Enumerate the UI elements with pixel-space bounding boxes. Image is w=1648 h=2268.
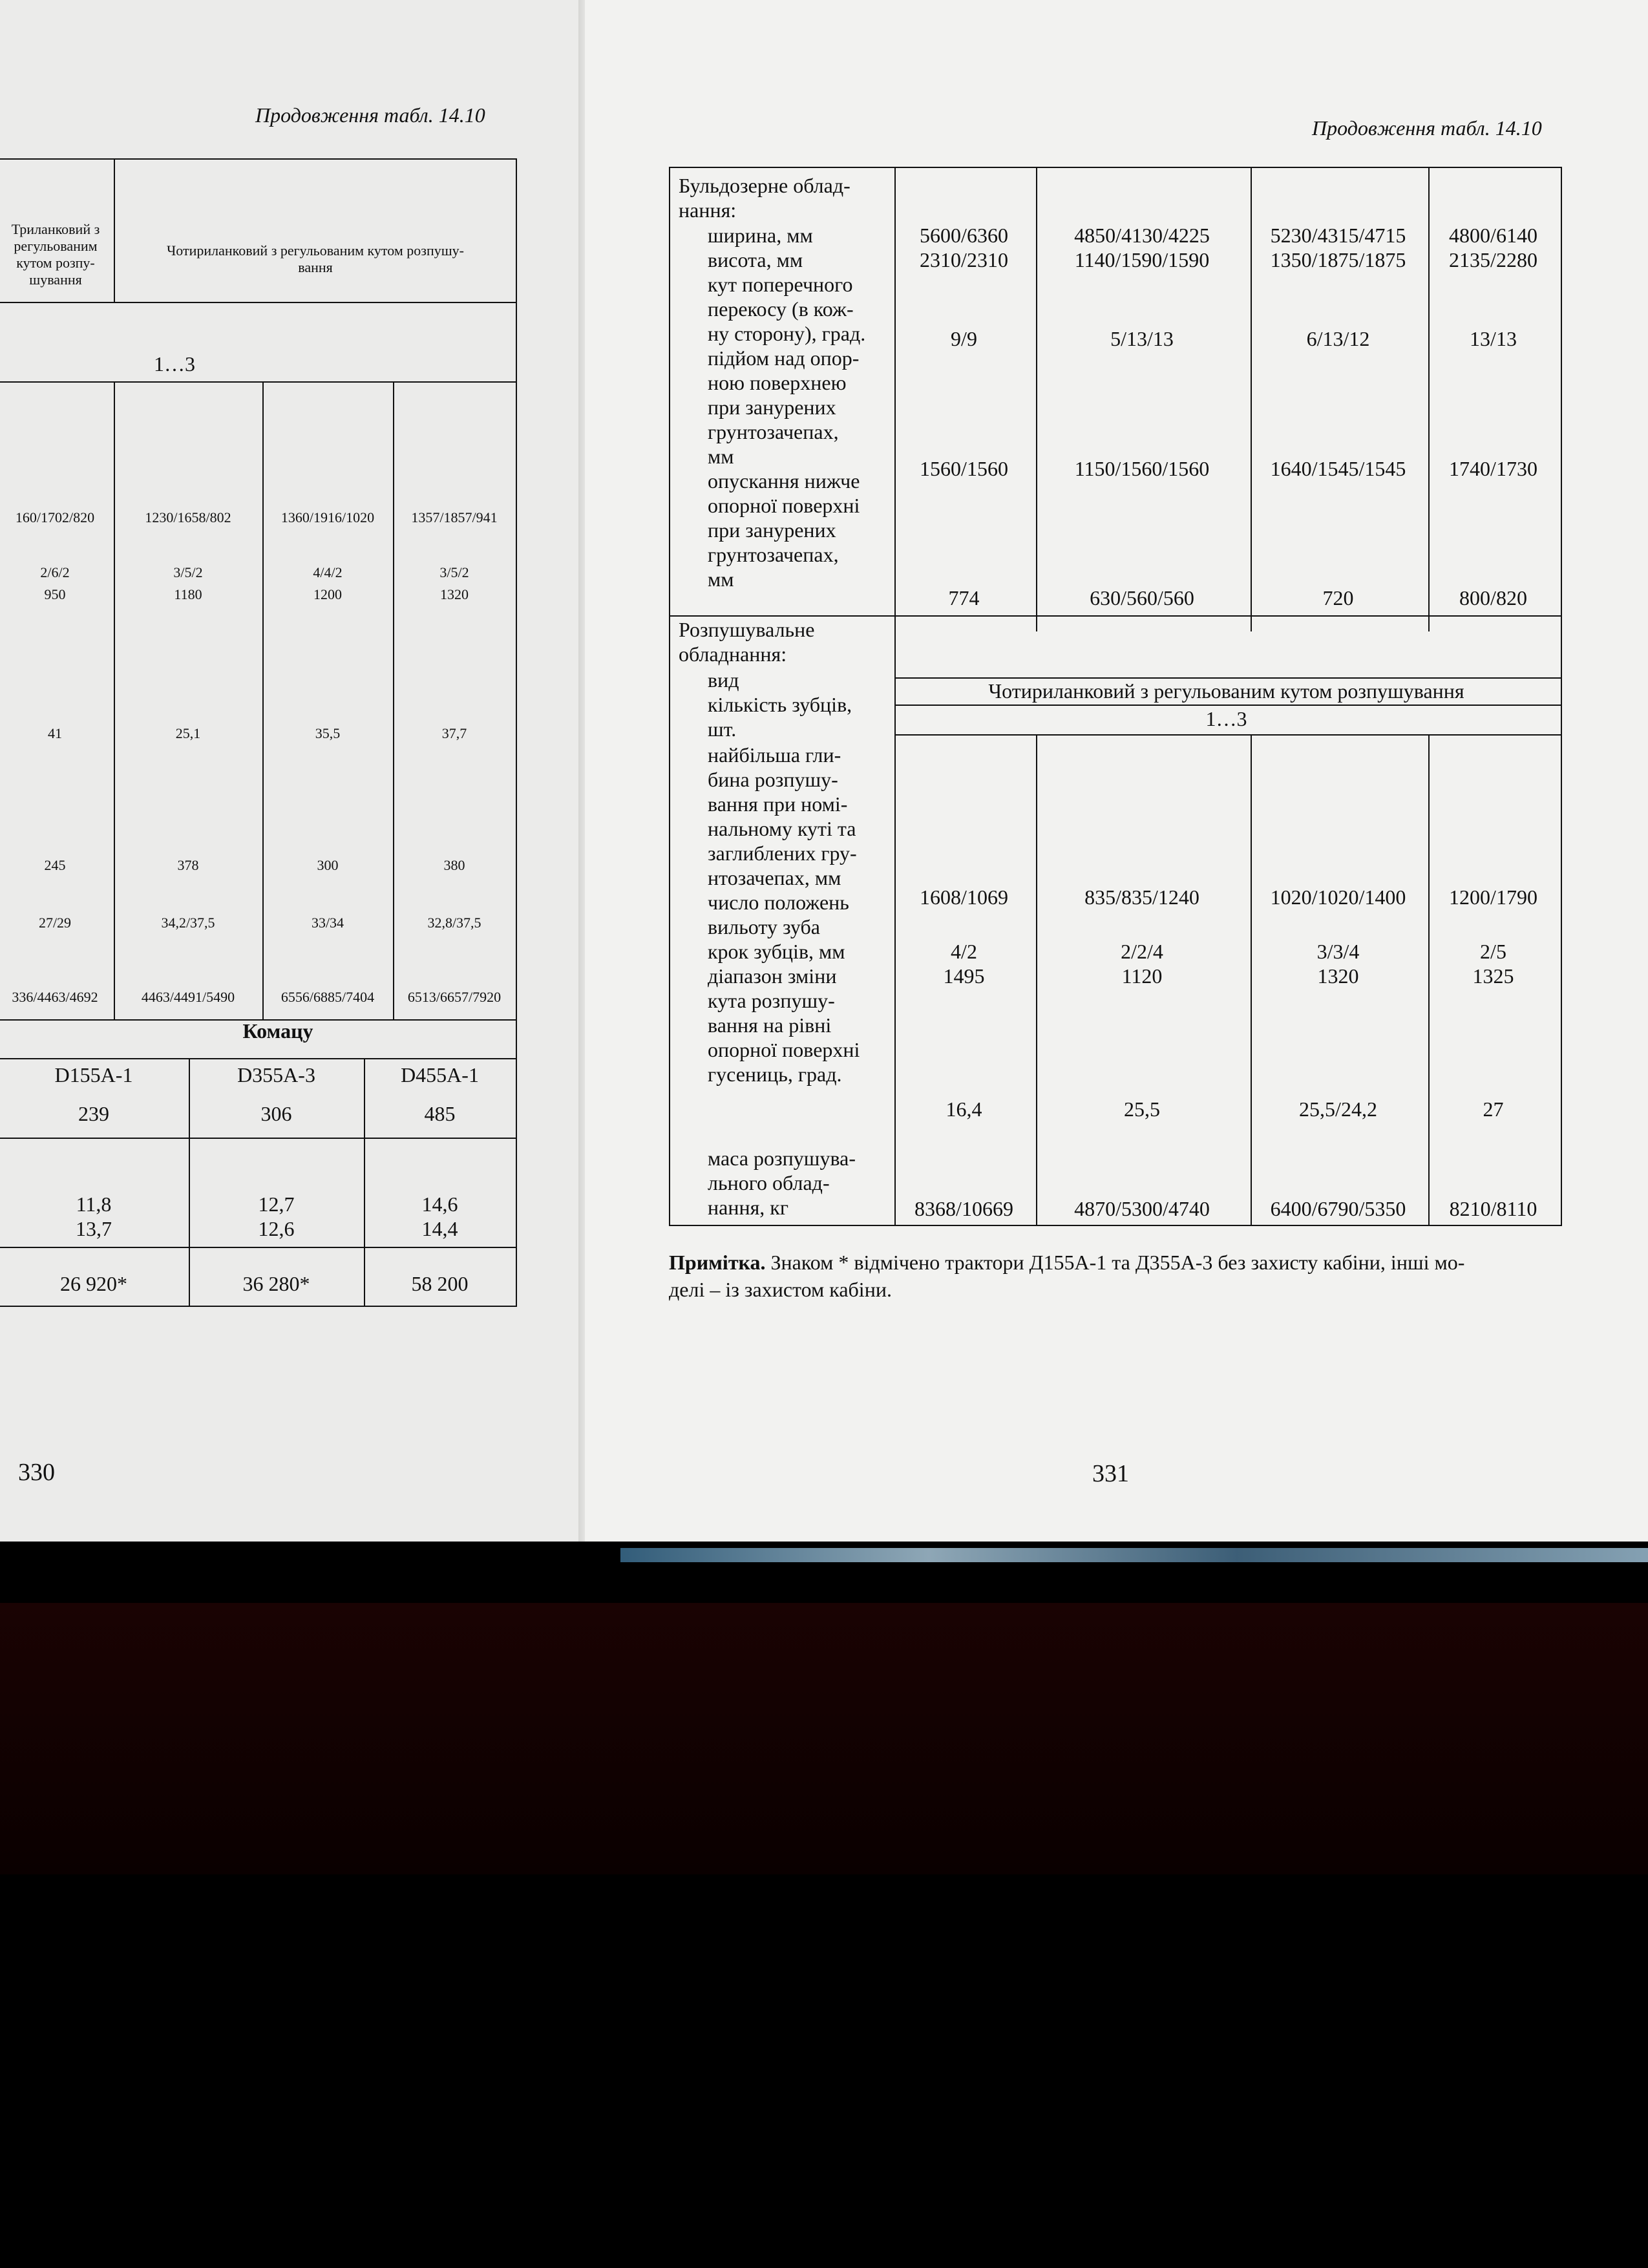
table-note (669, 1249, 1567, 1303)
cell: 380 (443, 857, 465, 873)
cell: 485 (424, 1102, 456, 1125)
cell: 2/2/4 (1121, 940, 1163, 963)
cell: 8368/10669 (914, 1197, 1013, 1220)
table-continuation-caption: Продовження табл. 14.10 (1312, 116, 1542, 140)
cell: 14,4 (421, 1217, 458, 1240)
label-depth: найбільша гли- бина розпушу- вання при номі- нальному куті та заглиблених гру- нтозачепах, мм (708, 743, 857, 889)
cell: 1560/1560 (920, 457, 1008, 480)
ripper-heading: Розпушувальне обладнання: (679, 618, 815, 666)
cell: 1200/1790 (1449, 885, 1537, 909)
cell: 720 (1322, 586, 1354, 609)
cell: 5/13/13 (1110, 327, 1174, 350)
right-page (585, 0, 1648, 1542)
label-width: ширина, мм (708, 224, 813, 247)
cell: 6513/6657/7920 (407, 989, 502, 1005)
range-value: 1…3 (154, 352, 195, 376)
model-d355: D355A-3 (237, 1063, 315, 1086)
header-three-link: Триланковий з регульованим кутом розпу- шування (11, 221, 100, 288)
cell: 14,6 (421, 1192, 458, 1216)
header-four-link: Чотириланковий з регульованим кутом розпушу- вання (167, 242, 464, 275)
label-angle: діапазон зміни кута розпушу- вання на рівні опорної поверхні гусениць, град. (708, 964, 860, 1086)
cell: 3/5/2 (439, 564, 469, 580)
note-label: Примітка. (669, 1251, 766, 1274)
note-text-line1: Знаком * відмічено трактори Д155А-1 та Д355А-3 без захисту кабіни, інші мо- (765, 1251, 1465, 1274)
cell: 3/3/4 (1316, 940, 1360, 963)
cell: 32,8/37,5 (427, 915, 481, 931)
label-height: висота, мм (708, 248, 803, 271)
cell: 36 280* (242, 1272, 310, 1295)
cell: 58 200 (411, 1272, 469, 1295)
cell: 2310/2310 (920, 248, 1008, 271)
cell: 25,5 (1124, 1097, 1160, 1121)
cell: 13/13 (1470, 327, 1517, 350)
cell: 1320 (440, 586, 469, 602)
cell: 1120 (1121, 964, 1163, 988)
cell: 1230/1658/802 (145, 509, 231, 525)
cell: 16,4 (945, 1097, 982, 1121)
ripper-teeth-value: 1…3 (1205, 707, 1247, 730)
cell: 3/5/2 (173, 564, 203, 580)
cell: 1140/1590/1590 (1074, 248, 1210, 271)
cell: 12,7 (258, 1192, 295, 1216)
cell: 35,5 (315, 725, 341, 741)
cell: 4850/4130/4225 (1074, 224, 1210, 247)
cell: 800/820 (1459, 586, 1527, 609)
cell: 774 (948, 586, 980, 609)
cell: 4463/4491/5490 (141, 989, 235, 1005)
cell: 1357/1857/941 (411, 509, 498, 525)
cell: 300 (317, 857, 339, 873)
cell: 160/1702/820 (15, 509, 95, 525)
cell: 1180 (174, 586, 202, 602)
cell: 4/4/2 (313, 564, 343, 580)
cell: 27 (1483, 1097, 1504, 1121)
cell: 6556/6885/7404 (280, 989, 375, 1005)
model-d455: D455A-1 (401, 1063, 479, 1086)
cell: 8210/8110 (1449, 1197, 1537, 1220)
scan-background (0, 1603, 1648, 1874)
table-continuation-caption: Продовження табл. 14.10 (255, 103, 485, 127)
page-number-left: 330 (18, 1459, 55, 1486)
cell: 34,2/37,5 (161, 915, 215, 931)
page-number-right: 331 (1092, 1460, 1129, 1487)
model-d155: D155A-1 (54, 1063, 133, 1086)
label-positions: число положень вильоту зуба (708, 891, 849, 938)
note-text-line2: делі – із захистом кабіни. (669, 1278, 892, 1301)
cell: 37,7 (441, 725, 467, 741)
label-teeth: кількість зубців, шт. (708, 693, 852, 741)
label-drop: опускання нижче опорної поверхні при занурених грунтозачепах, мм (708, 469, 860, 591)
cell: 1350/1875/1875 (1270, 248, 1406, 271)
cell: 41 (48, 725, 62, 741)
label-mass: маса розпушува- льного облад- нання, кг (708, 1147, 856, 1219)
bulldozer-heading: Бульдозерне облад- нання: (679, 174, 850, 222)
cell: 306 (260, 1102, 292, 1125)
cell: 25,5/24,2 (1299, 1097, 1377, 1121)
cell: 2135/2280 (1449, 248, 1537, 271)
label-tilt: кут поперечного перекосу (в кож- ну сторону), град. (708, 273, 866, 345)
cell: 950 (44, 586, 66, 602)
cell: 6400/6790/5350 (1270, 1197, 1406, 1220)
cell: 1608/1069 (920, 885, 1008, 909)
cell: 336/4463/4692 (12, 989, 98, 1005)
cell: 2/5 (1480, 940, 1506, 963)
cell: 630/560/560 (1090, 586, 1194, 609)
cell: 1325 (1472, 964, 1514, 988)
label-pitch: крок зубців, мм (708, 940, 845, 963)
cell: 1020/1020/1400 (1270, 885, 1406, 909)
cell: 4800/6140 (1449, 224, 1537, 247)
left-page (0, 0, 585, 1542)
cell: 25,1 (175, 725, 201, 741)
cell: 1150/1560/1560 (1074, 457, 1210, 480)
cell: 5230/4315/4715 (1270, 224, 1406, 247)
cell: 1200 (313, 586, 342, 602)
cell: 33/34 (311, 915, 344, 931)
cell: 4/2 (951, 940, 977, 963)
label-lift: підйом над опор- ною поверхнею при занурених грунтозачепах, мм (708, 346, 860, 468)
komatsu-table (0, 1016, 517, 1307)
cell: 835/835/1240 (1084, 885, 1199, 909)
komatsu-title: Комацу (242, 1019, 313, 1043)
cell: 1495 (943, 964, 985, 988)
cell: 245 (44, 857, 66, 873)
cell: 9/9 (951, 327, 977, 350)
cell: 1640/1545/1545 (1270, 457, 1406, 480)
cell: 5600/6360 (920, 224, 1008, 247)
cell: 4870/5300/4740 (1074, 1197, 1210, 1220)
cell: 378 (177, 857, 199, 873)
cell: 2/6/2 (40, 564, 70, 580)
cell: 12,6 (258, 1217, 295, 1240)
cell: 27/29 (38, 915, 72, 931)
cell: 6/13/12 (1306, 327, 1370, 350)
cell: 1740/1730 (1449, 457, 1537, 480)
cell: 239 (78, 1102, 109, 1125)
cell: 1320 (1317, 964, 1359, 988)
scan-edge-streak (620, 1548, 1648, 1562)
cell: 13,7 (76, 1217, 112, 1240)
cell: 11,8 (76, 1192, 112, 1216)
cell: 26 920* (60, 1272, 127, 1295)
ripper-type-value: Чотириланковий з регульованим кутом розпушування (988, 679, 1464, 703)
label-type: вид (708, 668, 739, 692)
cell: 1360/1916/1020 (280, 509, 375, 525)
